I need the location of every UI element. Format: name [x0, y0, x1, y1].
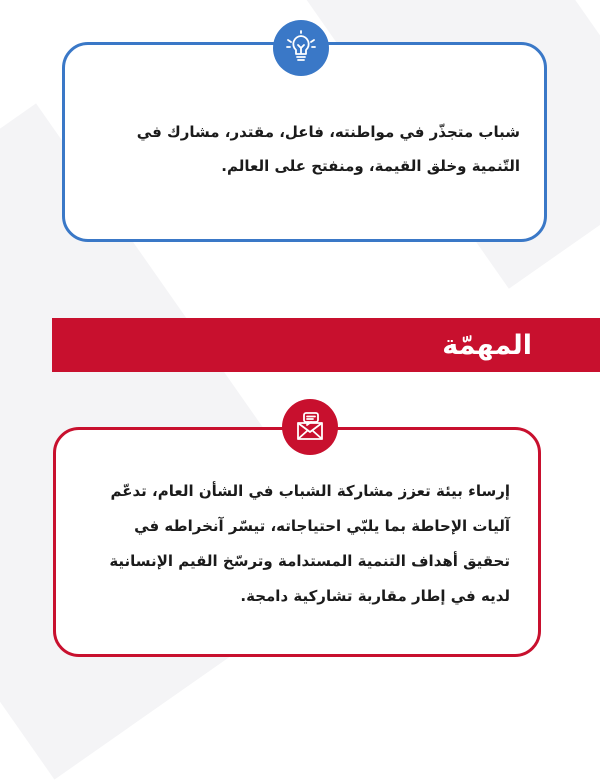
vision-text [80, 115, 520, 183]
mission-title: المهمّة [442, 329, 532, 361]
mission-line: لديه في إطار مقاربة تشاركية دامجة. [240, 587, 510, 605]
lightbulb-head-icon [273, 20, 329, 76]
mission-line: إرساء بيئة تعزز مشاركة الشباب في الشأن العام، تدعّم [110, 482, 510, 500]
mission-line: تحقيق أهداف التنمية المستدامة وترسّخ القيم الإنسانية [109, 552, 510, 570]
vision-line: شباب متجذّر في مواطنته، فاعل، مقتدر، مشارك في [136, 123, 520, 141]
vision-line: التّنمية وخلق القيمة، ومنفتح على العالم. [221, 157, 520, 175]
mission-banner [52, 318, 600, 372]
mission-text [70, 474, 510, 614]
envelope-chat-icon [282, 399, 338, 455]
mission-line: آليات الإحاطة بما يلبّي احتياجاته، تيسّر آنخراطه في [134, 517, 510, 535]
